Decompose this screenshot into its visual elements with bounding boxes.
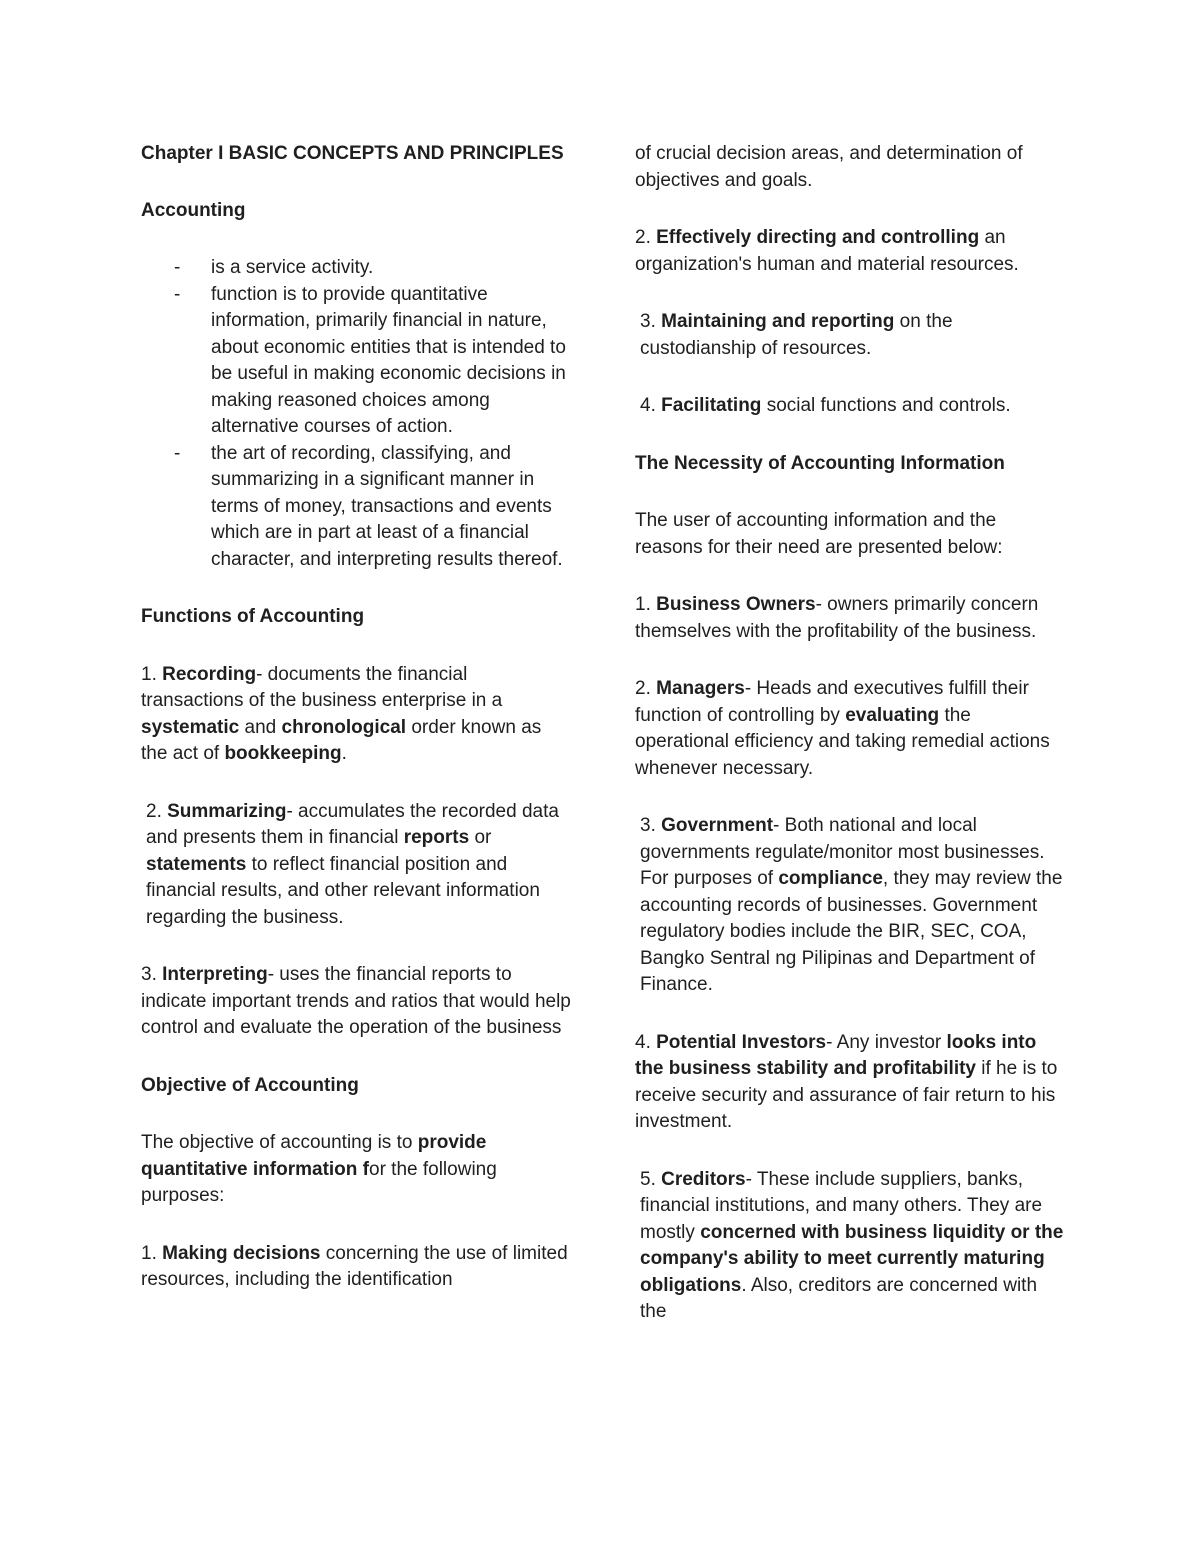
function-interpreting: 3. Interpreting- uses the financial reports to indicate important trends and ratios that would help control and evaluate the operation of the business [141, 964, 571, 1038]
accounting-bullet-list [141, 255, 571, 573]
objective-intro: The objective of accounting is to provide quantitative information for the following purposes: [141, 1132, 497, 1206]
user-creditors: 5. Creditors- These include suppliers, banks, financial institutions, and many others. They are mostly concerned with business liquidity or the company's ability to meet currently maturing obligations. Also, creditors are concerned with the [640, 1168, 1064, 1322]
dash-marker: - [174, 442, 181, 464]
functions-heading: Functions of Accounting [141, 606, 365, 627]
list-item: - is a service activity. [141, 255, 571, 282]
user-government: 3. Government- Both national and local governments regulate/monitor most businesses. For purposes of compliance, they may review the accounting records of businesses. Government regulatory bodies include the BIR, SEC, COA, Bangko Sentral ng Pilipinas and Department of Finance. [640, 815, 1063, 995]
objective-item-2: 2. Effectively directing and controlling an organization's human and material resources. [635, 227, 1019, 275]
function-summarizing: 2. Summarizing- accumulates the recorded data and presents them in financial reports or statements to reflect financial position and financial results, and other relevant information regarding the business. [146, 800, 559, 928]
user-potential-investors: 4. Potential Investors- Any investor looks into the business stability and profitability if he is to receive security and assurance of fair return to his investment. [635, 1031, 1058, 1132]
objective-heading: Objective of Accounting [141, 1074, 359, 1096]
necessity-heading: The Necessity of Accounting Information [635, 452, 1005, 474]
chapter-title: Chapter I BASIC CONCEPTS AND PRINCIPLES [141, 143, 564, 164]
function-recording: 1. Recording- documents the financial transactions of the business enterprise in a systematic and chronological order known as the act of bookkeeping. [141, 663, 542, 764]
objective-item-1: 1. Making decisions concerning the use of limited resources, including the identification [141, 1242, 568, 1290]
user-managers: 2. Managers- Heads and executives fulfill their function of controlling by evaluating the operational efficiency and taking remedial actions whenever necessary. [635, 678, 1050, 779]
objective-item-1-continuation: of crucial decision areas, and determination of objectives and goals. [635, 143, 1023, 191]
right-column [635, 141, 1065, 1326]
necessity-intro: The user of accounting information and the reasons for their need are presented below: [635, 510, 1003, 558]
objective-item-3: 3. Maintaining and reporting on the custodianship of resources. [640, 311, 953, 359]
list-item: - the art of recording, classifying, and summarizing in a significant manner in terms of money, transactions and events which are in part at least of a financial character, and interpreting results thereof. [174, 442, 563, 570]
user-business-owners: 1. Business Owners- owners primarily concern themselves with the profitability of the business. [635, 594, 1039, 642]
left-column [141, 141, 571, 1294]
dash-marker: - [174, 257, 181, 278]
objective-item-4: 4. Facilitating social functions and controls. [640, 395, 1011, 416]
dash-marker: - [174, 283, 181, 305]
list-item: - function is to provide quantitative information, primarily financial in nature, about economic entities that is intended to be useful in making economic decisions in making reasoned choices among alternative courses of action. [174, 283, 566, 437]
accounting-heading: Accounting [141, 199, 246, 221]
